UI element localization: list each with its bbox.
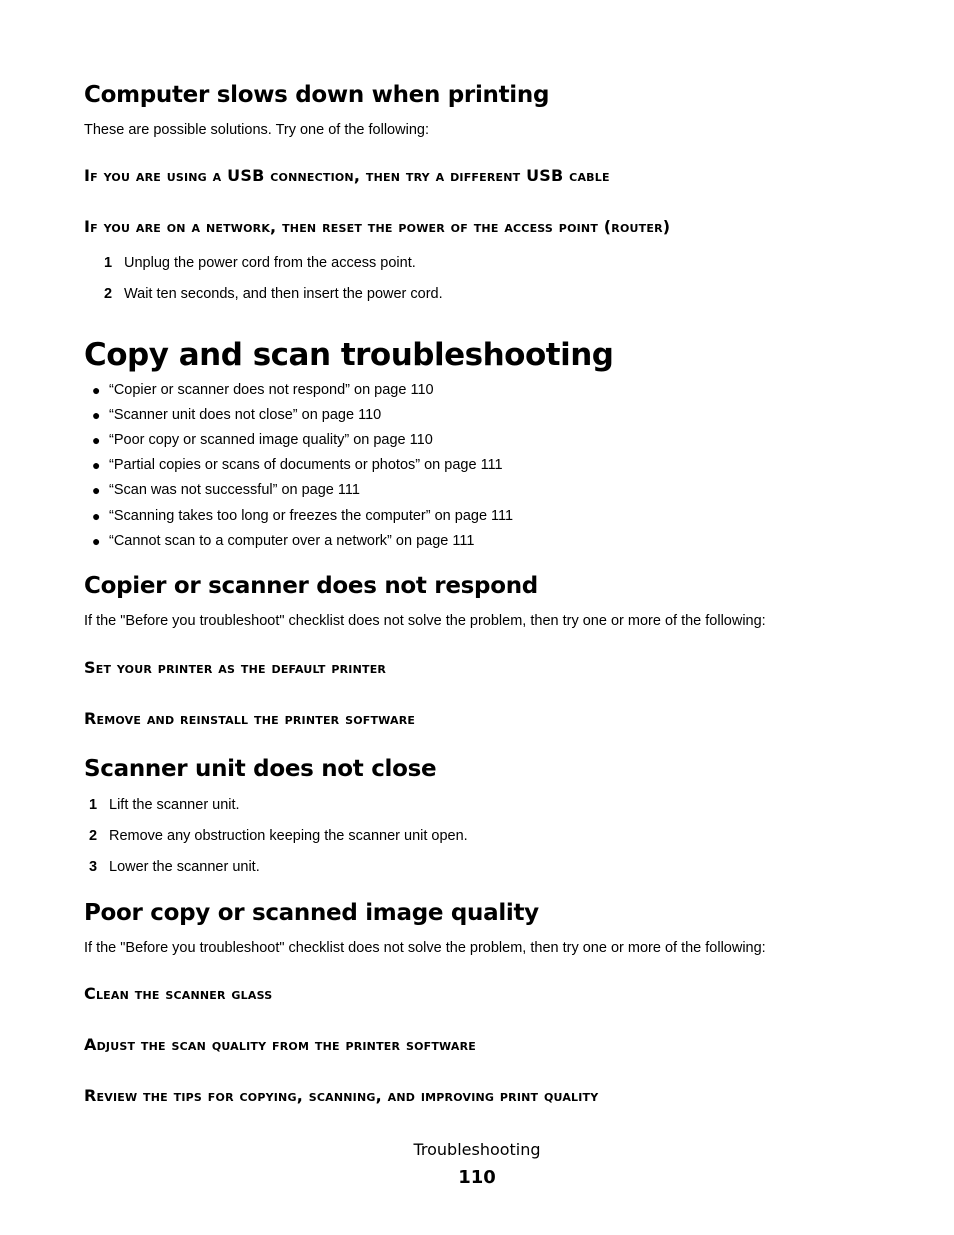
page-number: 110 [458,1167,496,1188]
step-number: 2 [89,828,98,844]
step-number: 2 [104,286,113,302]
bullet-icon: ● [92,382,101,398]
bullet-icon: ● [92,407,101,423]
subheading-default-printer: Set your printer as the default printer [84,658,387,677]
subheading-usb: If you are using a USB connection, then try a different USB cable [84,166,610,185]
bullet-link[interactable]: “Cannot scan to a computer over a network” on page 111 [109,533,475,549]
step-text: Unplug the power cord from the access point. [124,255,416,271]
bullet-link[interactable]: “Scanner unit does not close” on page 110 [109,407,382,423]
step-text: Remove any obstruction keeping the scanner unit open. [109,828,468,844]
subheading-network: If you are on a network, then reset the power of the access point (router) [84,217,671,236]
step-text: Wait ten seconds, and then insert the power cord. [124,286,443,302]
heading-poor-quality: Poor copy or scanned image quality [84,900,539,926]
bullet-link[interactable]: “Scan was not successful” on page 111 [109,482,360,498]
step-number: 1 [89,797,98,813]
step-text: Lift the scanner unit. [109,797,240,813]
bullet-icon: ● [92,533,101,549]
bullet-icon: ● [92,432,101,448]
subheading-clean-glass: Clean the scanner glass [84,984,273,1003]
subheading-review-tips: Review the tips for copying, scanning, and improving print quality [84,1086,599,1105]
subheading-reinstall-software: Remove and reinstall the printer software [84,709,416,728]
subheading-adjust-quality: Adjust the scan quality from the printer software [84,1035,476,1054]
bullet-link[interactable]: “Copier or scanner does not respond” on page 110 [109,382,434,398]
heading-copier-not-respond: Copier or scanner does not respond [84,573,538,599]
bullet-icon: ● [92,508,101,524]
slow-intro: These are possible solutions. Try one of the following: [84,122,429,138]
quality-intro: If the "Before you troubleshoot" checklist does not solve the problem, then try one or more of the following: [84,940,766,956]
footer-section-title: Troubleshooting [413,1140,541,1159]
bullet-icon: ● [92,482,101,498]
step-number: 3 [89,859,98,875]
step-number: 1 [104,255,113,271]
step-text: Lower the scanner unit. [109,859,260,875]
heading-scanner-not-close: Scanner unit does not close [84,756,437,782]
heading-computer-slows: Computer slows down when printing [84,82,550,108]
bullet-link[interactable]: “Partial copies or scans of documents or photos” on page 111 [109,457,503,473]
bullet-link[interactable]: “Poor copy or scanned image quality” on page 110 [109,432,433,448]
heading-copy-scan: Copy and scan troubleshooting [84,337,614,373]
respond-intro: If the "Before you troubleshoot" checklist does not solve the problem, then try one or more of the following: [84,613,766,629]
bullet-icon: ● [92,457,101,473]
bullet-link[interactable]: “Scanning takes too long or freezes the computer” on page 111 [109,508,514,524]
